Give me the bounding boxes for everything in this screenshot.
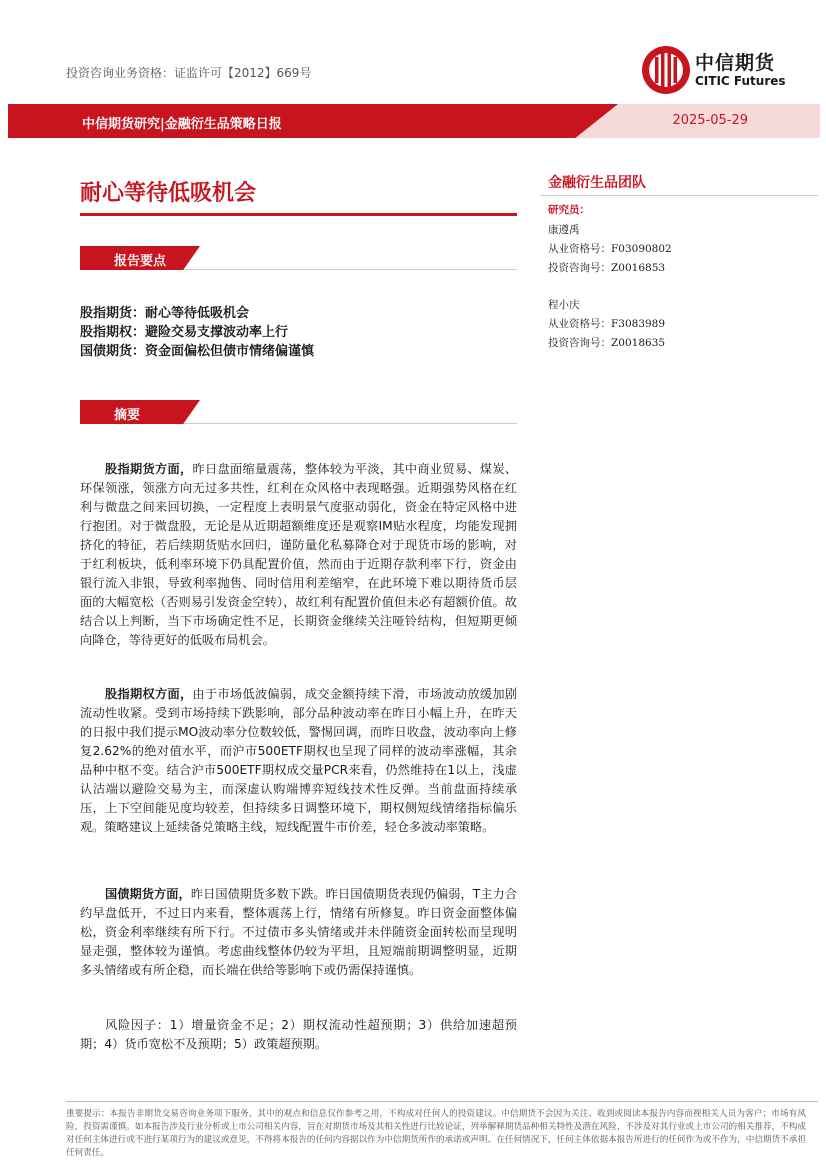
analyst-name: 康遵禹 [548,224,580,236]
paragraph-index-futures: 股指期货方面，昨日盘面缩量震荡，整体较为平淡，其中商业贸易、煤炭、环保领涨，领涨方向无过多共性，红利在众风格中表现略强。近期强势风格在红利与微盘之间来回切换，一定程度上表明景气度驱动弱化，资金在特定风格中进行抱团。对于微盘股，无论是从近期超额维度还是观察IM贴水程度，均能发现拥挤化的特征，若后续期货贴水回归，谨防量化私募降仓对于现货市场的影响，对于红利板块，低利率环境下仍具配置价值，然而由于近期存款利率下行，资金由银行流入非银，导致利率抛售、同时信用利差缩窄，在此环境下难以期待货币层面的大幅宽松（否则易引发资金空转），故红利有配置价值但未必有超额价值。故结合以上判断，当下市场确定性不足，长期资金继续关注哑铃结构，但短期更倾向降仓，等待更好的低吸布局机会。 [80,462,518,647]
section-summary-label: 摘要 [114,408,141,423]
analyst-name: 程小庆 [548,299,580,311]
license-text: 投资咨询业务资格：证监许可【2012】669号 [66,66,312,80]
section-keypoints-header [80,246,517,270]
team-divider [540,195,818,196]
banner-title: 中信期货研究|金融衍生品策略日报 [82,117,282,132]
section-keypoints-label: 报告要点 [114,254,167,269]
team-title: 金融衍生品团队 [548,175,646,191]
footer-divider [66,1101,818,1102]
analyst-qualification: 从业资格号：F3083989 [548,318,666,330]
title-divider [80,213,517,216]
paragraph-bond-futures: 国债期货方面，昨日国债期货多数下跌。昨日国债期货表现仍偏弱，T主力合约早盘低开，不过日内来看，整体震荡上行，情绪有所修复。昨日资金面整体偏松，资金利率继续有所下行。不过债市多头情绪或并未伴随资金面转松而呈现明显走强，整体较为谨慎。考虑曲线整体仍较为平坦，且短端前期调整明显，近期多头情绪或有所企稳，而长端在供给等影响下或仍需保持谨慎。 [80,887,518,977]
section-summary-header [80,400,517,424]
keypoint-item: 国债期货：资金面偏松但债市情绪偏谨慎 [80,344,315,359]
keypoint-item: 股指期权：避险交易支撑波动率上行 [80,325,289,340]
report-title: 耐心等待低吸机会 [80,181,257,206]
report-banner [8,104,820,138]
citic-logo-icon [640,44,692,96]
logo-english-name: CITIC Futures [695,74,786,88]
analyst-consult-number: 投资咨询号：Z0016853 [548,262,666,274]
keypoint-item: 股指期货：耐心等待低吸机会 [80,306,250,321]
citic-futures-logo [640,42,810,98]
paragraph-index-options: 股指期权方面，由于市场低波偏弱，成交金额持续下滑，市场波动放缓加剧流动性收紧。受到市场持续下跌影响，部分品种波动率在昨日小幅上升，在昨天的日报中我们提示MO波动率分位数较低，警惕回调，而昨日收盘，波动率向上修复2.62%的绝对值水平，而沪市500ETF期权也呈现了同样的波动率涨幅，其余品种中枢不变。结合沪市500ETF期权成交量PCR来看，仍然维持在1以上，浅虚认沽端以避险交易为主，而深虚认购端博弈短线技术性反弹。当前盘面持续承压，上下空间能见度均较差，但持续多日调整环境下，期权侧短线情绪指标偏乐观。策略建议上延续备兑策略主线，短线配置牛市价差，轻仓多波动率策略。 [80,687,518,834]
analyst-qualification: 从业资格号：F03090802 [548,243,672,255]
report-date: 2025-05-29 [672,113,748,128]
analyst-consult-number: 投资咨询号：Z0018635 [548,337,666,349]
disclaimer-text: 重要提示：本报告非期货交易咨询业务项下服务，其中的观点和信息仅作参考之用，不构成对任何人的投资建议。中信期货不会因为关注、收到或阅读本报告内容而视相关人员为客户；市场有风险，投资需谨慎。如本报告涉及行业分析或上市公司相关内容，旨在对期货市场及其相关性进行比较论证，列举解释期货品种相关特性及潜在风险，不涉及对其行业或上市公司的相关推荐，不构成对任何主体进行或不进行某项行为的建议或意见，不得将本报告的任何内容据以作为中信期货所作的承诺或声明。在任何情况下，任何主体依据本报告所进行的任何作为或不作为，中信期货不承担任何责任。 [66,1109,806,1158]
paragraph-risk-factors: 风险因子：1）增量资金不足；2）期权流动性超预期；3）供给加速超预期；4）货币宽松不及预期；5）政策超预期。 [80,1018,517,1051]
analyst-role-label: 研究员： [548,204,590,216]
logo-chinese-name: 中信期货 [695,52,776,74]
